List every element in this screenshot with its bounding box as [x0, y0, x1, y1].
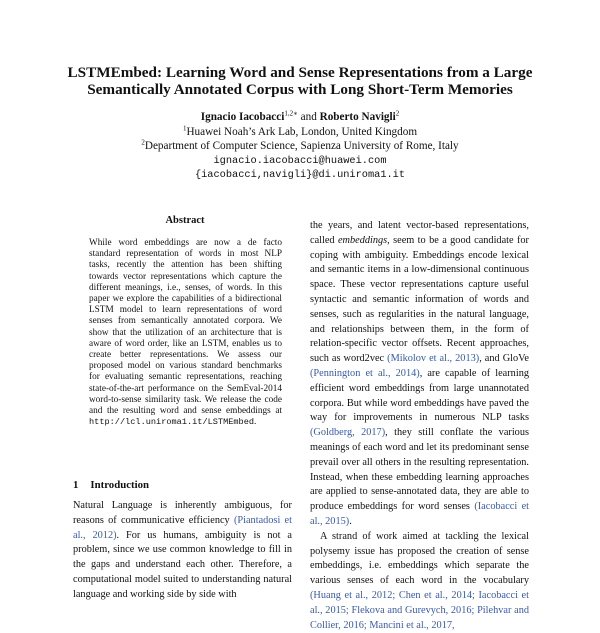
citation-list[interactable]: (Huang et al., 2012; Chen et al., 2014; Iacobacci et al., 2015; Flekova and Gurevych, 2016; Pilehvar and Collier, 2016; Mancini et al., 2017, [310, 589, 529, 631]
affiliation-1 [40, 125, 560, 140]
citation-goldberg[interactable]: (Goldberg, 2017) [310, 427, 386, 439]
affiliation-2-mark: 2 [141, 138, 145, 147]
affiliation-1-mark: 1 [182, 123, 187, 132]
right-text-d: , are capable of learning efficient word embeddings from large unannotated corpora. But while word embeddings have paved the way for improvements in numerous NLP tasks [310, 367, 529, 424]
email-2: {iacobacci,navigli}@di.uniroma1.it [194, 169, 406, 182]
abstract-heading: Abstract [165, 215, 205, 226]
citation-iacobacci[interactable]: (Iacobacci et al., 2015) [310, 501, 530, 527]
citation-pennington[interactable]: (Pennington et al., 2014) [310, 367, 420, 379]
section-number: 1 [73, 479, 79, 491]
affiliation-2 [40, 139, 560, 154]
code-url-link[interactable]: http://lcl.uniroma1.it/LSTMEmbed [89, 417, 255, 428]
citation-piantadosi[interactable]: (Piantadosi et al., 2012) [73, 514, 292, 541]
emphasis-embeddings: embeddings [337, 234, 388, 246]
email-1: ignacio.iacobacci@huawei.com [213, 154, 387, 167]
affiliation-1-text: Huawei Noah’s Ark Lab, London, United Kingdom [186, 125, 418, 138]
author-block [40, 110, 560, 183]
right-text-a: the years, and latent vector-based representations, called [310, 220, 529, 246]
intro-text-a: Natural Language is inherently ambiguous, for reasons of communicative efficiency [73, 500, 292, 526]
right-text-g: A strand of work aimed at tackling the lexical polysemy issue has proposed the creation of sense embeddings, i.e. embeddings which separate the various senses of each word in the vocabulary [310, 530, 529, 587]
author-1-affiliation-mark: 1,2∗ [284, 109, 298, 118]
author-conjunction: and [300, 111, 317, 123]
author-2: Roberto Navigli [319, 111, 396, 123]
author-1: Ignacio Iacobacci [200, 111, 285, 123]
section-title: Introduction [90, 479, 150, 491]
author-names [40, 110, 560, 125]
right-text-b: , seem to be a good candidate for coping with ambiguity. Embeddings encode lexical and semantic items in a low-dimensional continuous space. These vector representations capture useful syntactic and semantic information of words and senses, such as regularities in the natural language, and relationships between them, in the form of relation-specific vector offsets. Recent approaches, such as word2vec [310, 234, 529, 365]
citation-mikolov[interactable]: (Mikolov et al., 2013) [387, 353, 480, 365]
right-text-e: , they still conflate the various meanings of each word and let its predominant sense prevail over all others in the resulting representation. Instead, when these embedding learning approaches are applied to sense-annotated data, they are able to produce embeddings for word senses [310, 427, 529, 513]
abstract-end: . [254, 417, 257, 428]
right-paragraph-1 [310, 219, 529, 530]
right-text-c: , and GloVe [479, 353, 530, 365]
abstract-body [89, 238, 282, 428]
affiliation-2-text: Department of Computer Science, Sapienza University of Rome, Italy [144, 140, 459, 153]
paper-title: LSTMEmbed: Learning Word and Sense Representations from a Large Semantically Annotated Corpus with Long Short-Term Memories [67, 64, 533, 98]
right-column [310, 219, 530, 631]
introduction-paragraph-1 [73, 499, 292, 603]
author-2-affiliation-mark: 2 [395, 109, 400, 118]
introduction-body [73, 499, 292, 600]
abstract-text: While word embeddings are now a de facto standard representation of words in most NLP tasks, recently the attention has been shifting towards vector representations which capture the different meanings, i.e., senses, of words. In this paper we explore the capabilities of a bidirectional LSTM model to learn representations of word senses from semantically annotated corpora. We show that the utilization of an architecture that is aware of word order, like an LSTM, enables us to create better representations. We assess our proposed model on various standard benchmarks for evaluating semantic representations, reaching state-of-the-art performance on the SemEval-2014 word-to-sense similarity task. We release the code and the resulting word and sense embeddings at [89, 238, 282, 417]
section-heading-introduction [73, 479, 293, 491]
intro-text-b: . For us humans, ambiguity is not a problem, since we use common knowledge to fill in the gaps and understand each other. Therefore, a computational model suited to understanding natural language and working side by side with [73, 529, 292, 600]
right-text-f: . [349, 515, 352, 527]
right-paragraph-2 [310, 530, 529, 633]
